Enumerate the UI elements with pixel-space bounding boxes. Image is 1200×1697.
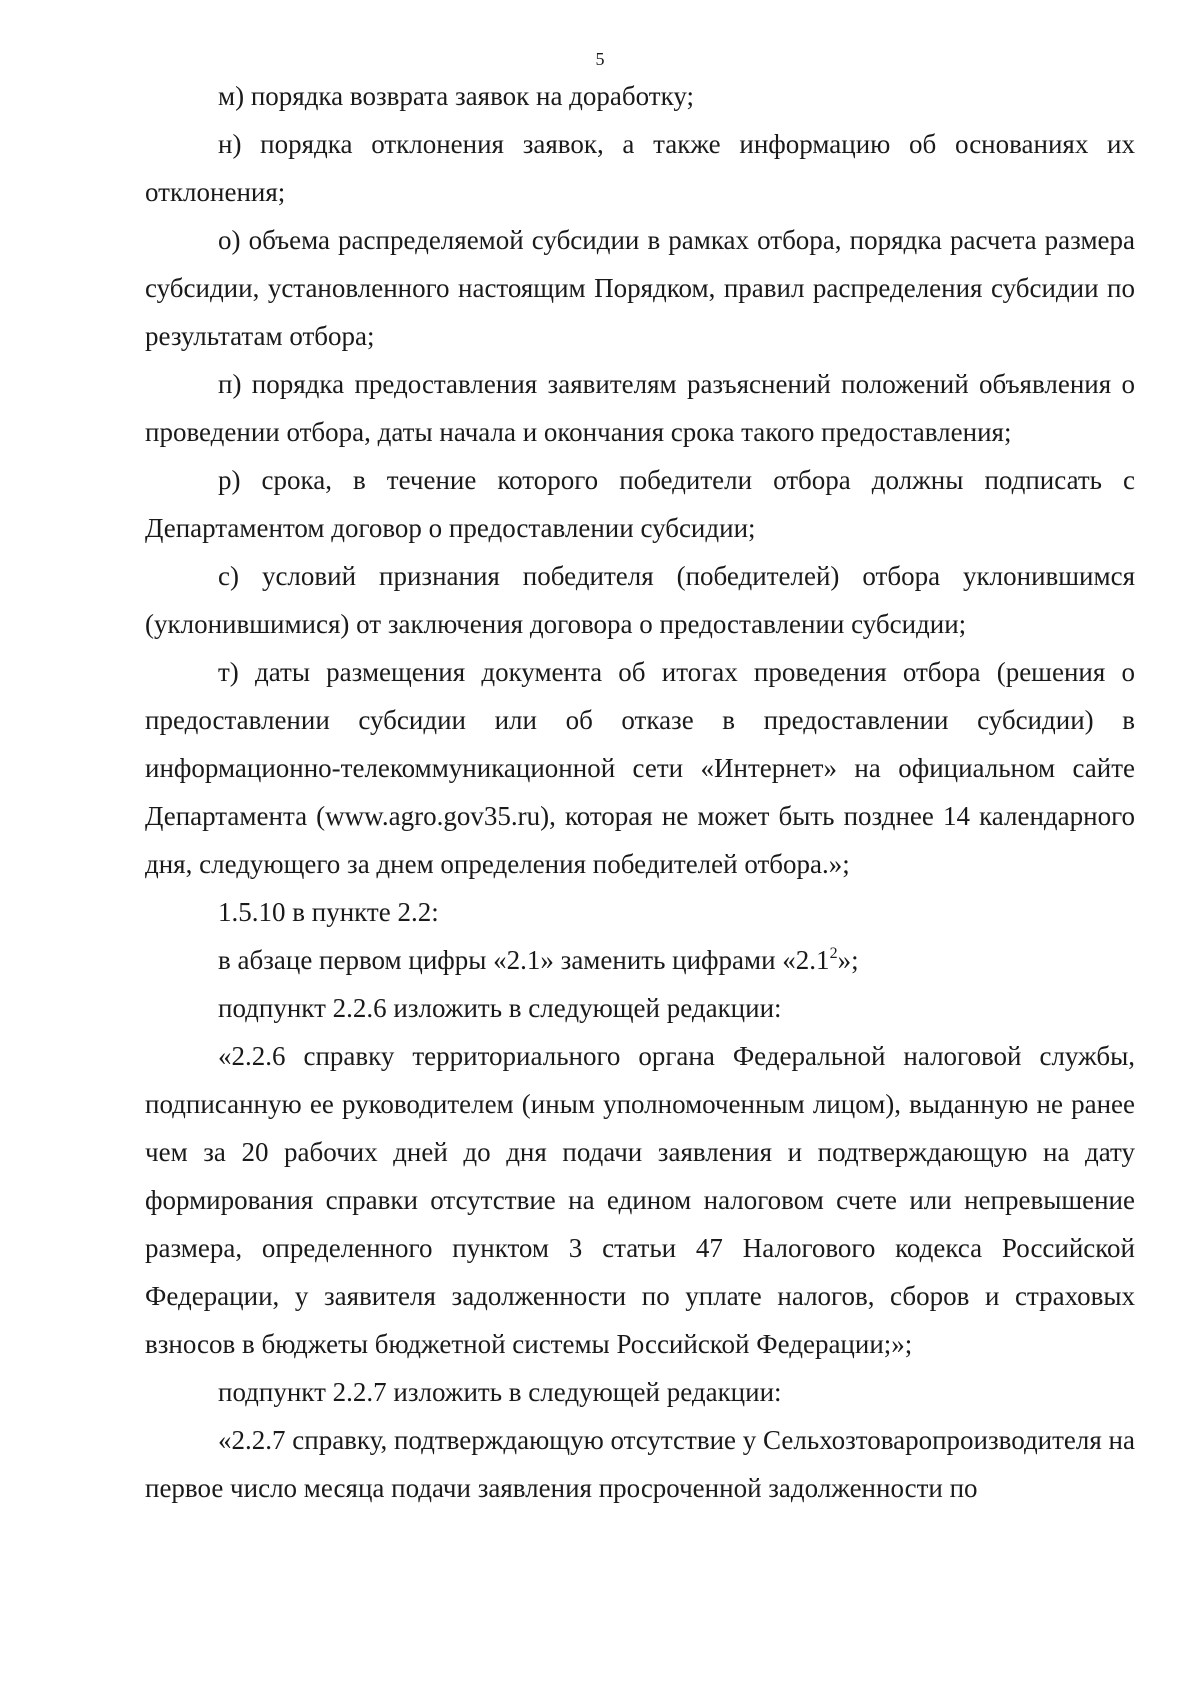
page-number: 5 bbox=[595, 49, 605, 69]
paragraph-o: о) объема распределяемой субсидии в рамках отбора, порядка расчета размера субсидии, установленного настоящим Порядком, правил распределения субсидии по результатам отбора; bbox=[145, 225, 1135, 351]
paragraph-t: т) даты размещения документа об итогах проведения отбора (решения о предоставлении субсидии или об отказе в предоставлении субсидии) в информационно-телекоммуникационной сети «Интернет» на официальном сайте Департамента (www.agro.gov35.ru), которая не может быть позднее 14 календарного дня, следующего за днем определения победителей отбора.»; bbox=[145, 657, 1135, 879]
replace-digits-ending: »; bbox=[837, 945, 859, 975]
paragraph-r: р) срока, в течение которого победители отбора должны подписать с Департаментом договор о предоставлении субсидии; bbox=[145, 465, 1135, 543]
paragraph-n: н) порядка отклонения заявок, а также информацию об основаниях их отклонения; bbox=[145, 129, 1135, 207]
document-body bbox=[145, 72, 1135, 1512]
paragraph-subitem-2-2-7-intro: подпункт 2.2.7 изложить в следующей редакции: bbox=[218, 1377, 782, 1407]
paragraph-subitem-2-2-7: «2.2.7 справку, подтверждающую отсутствие у Сельхозтоваропроизводителя на первое число месяца подачи заявления просроченной задолженности по bbox=[145, 1425, 1135, 1503]
paragraph-s: с) условий признания победителя (победителей) отбора уклонившимся (уклонившимися) от заключения договора о предоставлении субсидии; bbox=[145, 561, 1135, 639]
paragraph-subitem-2-2-6: «2.2.6 справку территориального органа Федеральной налоговой службы, подписанную ее руководителем (иным уполномоченным лицом), выданную не ранее чем за 20 рабочих дней до дня подачи заявления и подтверждающую на дату формирования справки отсутствие на едином налоговом счете или непревышение размера, определенного пунктом 3 статьи 47 Налогового кодекса Российской Федерации, у заявителя задолженности по уплате налогов, сборов и страховых взносов в бюджеты бюджетной системы Российской Федерации;»; bbox=[145, 1041, 1135, 1359]
replace-digits-text: в абзаце первом цифры «2.1» заменить цифрами «2.1 bbox=[218, 945, 830, 975]
paragraph-1-5-10: 1.5.10 в пункте 2.2: bbox=[218, 897, 439, 927]
superscript-digit: 2 bbox=[829, 945, 838, 962]
paragraph-p: п) порядка предоставления заявителям разъяснений положений объявления о проведении отбора, даты начала и окончания срока такого предоставления; bbox=[145, 369, 1135, 447]
paragraph-subitem-2-2-6-intro: подпункт 2.2.6 изложить в следующей редакции: bbox=[218, 993, 782, 1023]
paragraph-m: м) порядка возврата заявок на доработку; bbox=[218, 81, 694, 111]
paragraph-replace-digits bbox=[145, 936, 1135, 984]
